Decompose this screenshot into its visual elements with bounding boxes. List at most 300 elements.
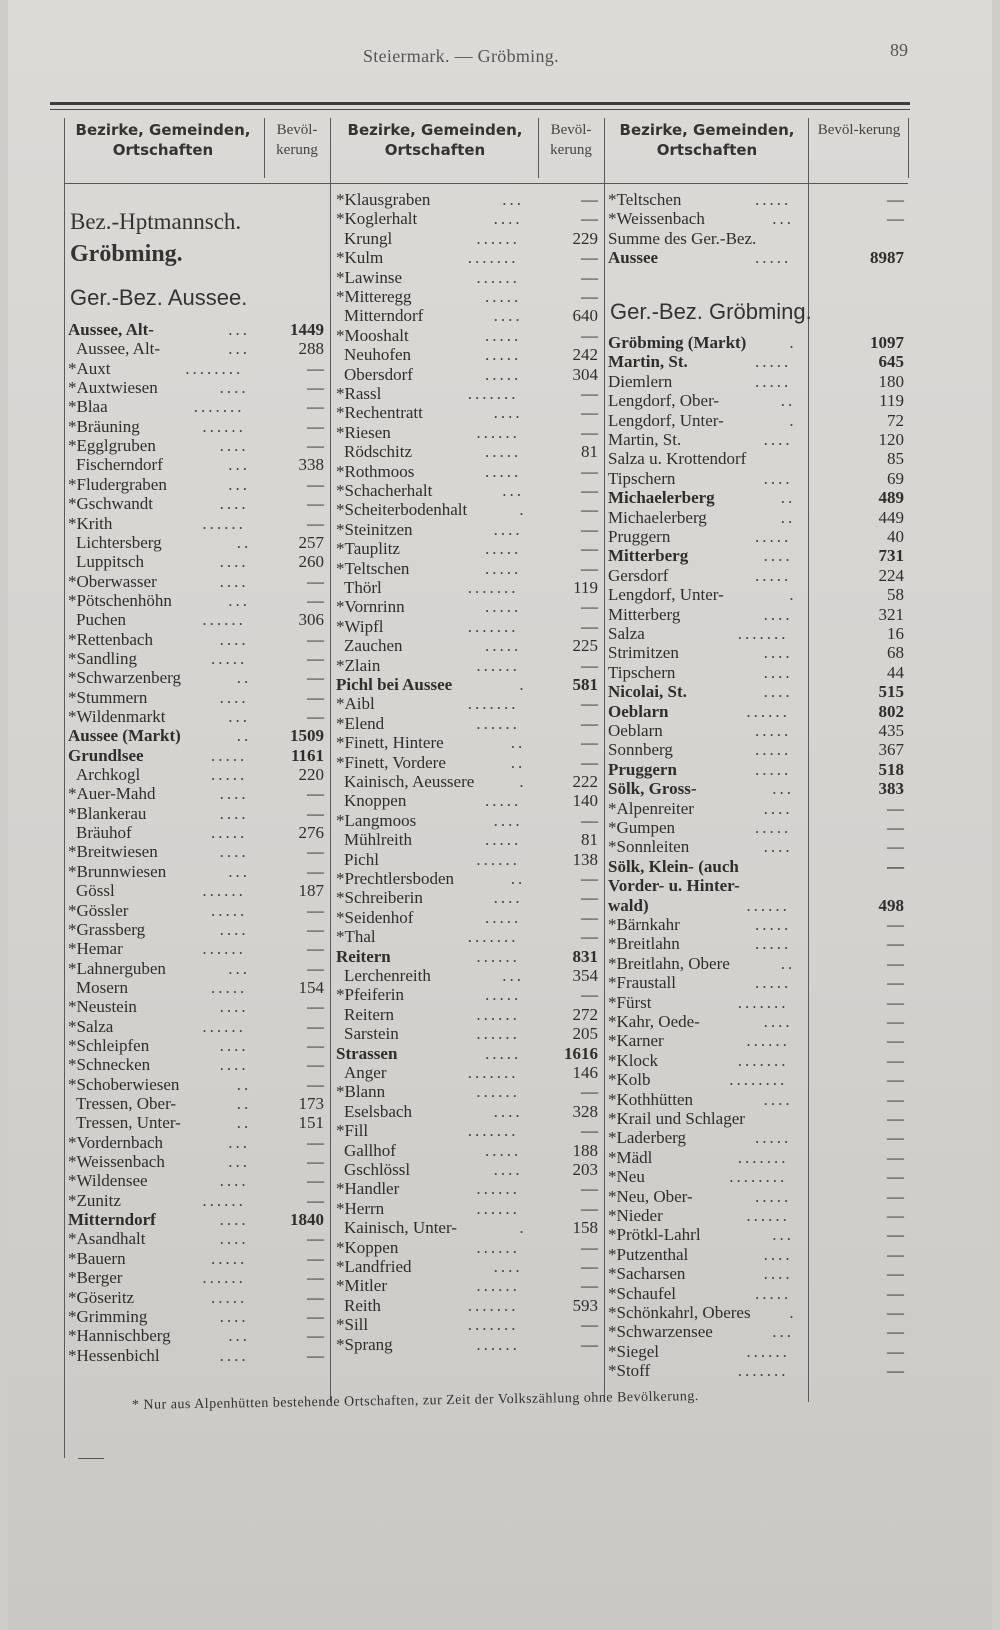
- table-row: [50, 1206, 910, 1226]
- population-value: 120: [878, 430, 904, 449]
- locality-name: *Pötschenhöhn: [68, 590, 172, 610]
- locality-name: Aussee (Markt): [68, 726, 181, 746]
- leader-dots: .......: [467, 927, 519, 947]
- leader-dots: ....: [493, 888, 523, 908]
- locality-name: *Egglgruben: [68, 436, 156, 456]
- table-row: [50, 682, 910, 702]
- leader-dots: .....: [485, 830, 522, 850]
- leader-dots: .....: [755, 248, 792, 268]
- leader-dots: ..: [510, 869, 526, 888]
- leader-dots: ......: [202, 513, 246, 533]
- population-value: 242: [572, 345, 598, 365]
- leader-dots: .....: [755, 352, 792, 372]
- locality-name: Sarstein: [344, 1024, 399, 1044]
- table-row: [50, 508, 910, 528]
- locality-name: Archkogl: [76, 765, 141, 785]
- population-value: —: [307, 687, 324, 707]
- leader-dots: ....: [219, 629, 249, 649]
- population-value: —: [307, 1035, 324, 1055]
- population-value: —: [887, 1361, 904, 1381]
- locality-name: *Klock: [608, 1050, 659, 1070]
- locality-name: Gersdorf: [608, 565, 669, 585]
- locality-name: *Breitlahn: [608, 934, 680, 954]
- population-value: —: [307, 1306, 324, 1326]
- leader-dots: ......: [746, 1206, 790, 1225]
- table-row: [50, 372, 910, 392]
- leader-dots: ......: [202, 881, 246, 901]
- leader-dots: .....: [211, 1287, 248, 1307]
- leader-dots: ....: [219, 919, 249, 939]
- table-row: [50, 818, 910, 838]
- table-row: [50, 663, 910, 683]
- leader-dots: .....: [755, 190, 792, 209]
- locality-name: Krungl: [344, 228, 393, 248]
- population-value: —: [887, 915, 904, 934]
- leader-dots: ......: [476, 1082, 520, 1102]
- population-value: 58: [887, 585, 904, 605]
- leader-dots: ...: [502, 190, 524, 209]
- leader-dots: ...: [228, 590, 250, 610]
- table-row: [50, 934, 910, 954]
- population-value: 276: [298, 823, 324, 843]
- population-value: —: [581, 267, 598, 287]
- locality-name: *Rassl: [336, 384, 382, 403]
- leader-dots: .......: [737, 1361, 789, 1381]
- locality-name: Michaelerberg: [608, 507, 707, 527]
- locality-name: *Riesen: [336, 422, 391, 442]
- locality-name: *Finett, Hintere: [336, 733, 444, 753]
- locality-name: *Schnecken: [68, 1055, 151, 1075]
- locality-name: Tipschern: [608, 662, 676, 682]
- population-value: —: [581, 519, 598, 539]
- locality-name: *Aibl: [336, 694, 375, 714]
- locality-name: *Blann: [336, 1082, 386, 1102]
- locality-name: *Finett, Vordere: [336, 752, 446, 772]
- leader-dots: .....: [211, 977, 248, 997]
- locality-name: Zauchen: [344, 636, 403, 656]
- population-value: —: [581, 481, 598, 500]
- locality-name: *Bauern: [68, 1248, 126, 1268]
- table-row: [50, 837, 910, 857]
- leader-dots: ....: [763, 662, 793, 682]
- population-value: —: [307, 1055, 324, 1075]
- population-value: 518: [878, 759, 904, 779]
- leader-dots: ..: [510, 733, 526, 753]
- population-value: —: [887, 1225, 904, 1245]
- locality-name: *Hemar: [68, 939, 123, 959]
- population-value: —: [307, 416, 324, 436]
- locality-name: *Herrn: [336, 1198, 385, 1218]
- population-value: 640: [572, 306, 598, 326]
- leader-dots: .......: [467, 1121, 519, 1141]
- locality-name: *Fraustall: [608, 973, 676, 993]
- locality-name: Pichl: [344, 849, 379, 869]
- locality-name: Mitterberg: [608, 604, 681, 624]
- population-value: 158: [572, 1218, 598, 1238]
- population-value: —: [887, 973, 904, 993]
- leader-dots: ......: [476, 1334, 520, 1354]
- population-value: 260: [298, 552, 324, 572]
- leader-dots: ....: [219, 1055, 249, 1075]
- population-value: —: [887, 934, 904, 954]
- leader-dots: ....: [219, 1306, 249, 1326]
- population-value: —: [581, 403, 598, 423]
- leader-dots: ...: [228, 1132, 250, 1152]
- table-row: [50, 469, 910, 489]
- population-value: —: [307, 1248, 324, 1268]
- locality-name: *Schaufel: [608, 1283, 676, 1303]
- footnote-rule: [78, 1458, 104, 1459]
- locality-name: Martin, St.: [608, 352, 688, 372]
- locality-name: *Alpenreiter: [608, 798, 694, 818]
- leader-dots: ....: [493, 1257, 523, 1276]
- locality-name: *Teltschen: [608, 190, 682, 209]
- leader-dots: .......: [467, 1295, 519, 1315]
- table-row: [50, 605, 910, 625]
- leader-dots: ...: [228, 474, 250, 494]
- table-row: [50, 1148, 910, 1168]
- leader-dots: ....: [763, 798, 793, 818]
- leader-dots: .......: [737, 992, 789, 1012]
- population-value: —: [581, 927, 598, 947]
- population-value: 593: [572, 1295, 598, 1315]
- locality-name: Gössl: [76, 881, 115, 901]
- population-value: —: [581, 733, 598, 753]
- leader-dots: .....: [755, 721, 792, 740]
- leader-dots: .....: [485, 558, 522, 578]
- population-value: —: [887, 1206, 904, 1225]
- population-value: —: [307, 571, 324, 591]
- population-value: 205: [572, 1024, 598, 1044]
- population-value: 138: [572, 849, 598, 869]
- leader-dots: .....: [211, 900, 248, 920]
- leader-dots: ....: [493, 810, 523, 830]
- locality-name: Mitterberg: [608, 546, 689, 566]
- population-value: —: [887, 209, 904, 229]
- locality-name: *Schwarzensee: [608, 1322, 713, 1342]
- population-value: —: [307, 1287, 324, 1307]
- leader-dots: .....: [211, 765, 248, 785]
- population-value: —: [887, 1264, 904, 1284]
- leader-dots: ......: [476, 713, 520, 733]
- population-value: —: [581, 248, 598, 268]
- leader-dots: ...: [772, 779, 794, 799]
- leader-dots: .....: [211, 745, 248, 765]
- population-value: 304: [572, 364, 598, 384]
- leader-dots: .....: [755, 740, 792, 760]
- leader-dots: ......: [746, 701, 790, 721]
- locality-name: *Schoberwiesen: [68, 1074, 180, 1094]
- locality-name: Kainisch, Unter-: [344, 1218, 457, 1238]
- population-value: —: [307, 842, 324, 862]
- locality-name: Strassen: [336, 1043, 398, 1063]
- column-header-name-1: Bezirke, Gemeinden, Ortschaften: [75, 121, 251, 159]
- leader-dots: ....: [763, 837, 793, 857]
- population-value: 69: [887, 468, 904, 488]
- population-value: —: [887, 1050, 904, 1070]
- leader-dots: ....: [763, 1244, 793, 1264]
- population-value: 222: [572, 772, 598, 791]
- locality-name: *Mooshalt: [336, 325, 409, 345]
- leader-dots: ....: [763, 682, 793, 702]
- population-value: —: [307, 1132, 324, 1152]
- locality-name: Bräuhof: [76, 823, 132, 843]
- locality-name: Neuhofen: [344, 345, 412, 365]
- locality-name: Tipschern: [608, 468, 676, 488]
- population-value: —: [887, 1128, 904, 1148]
- table-row: [50, 1051, 910, 1071]
- leader-dots: .....: [755, 371, 792, 391]
- locality-name: *Handler: [336, 1179, 400, 1199]
- locality-name: *Schleipfen: [68, 1035, 150, 1055]
- leader-dots: ....: [219, 1171, 249, 1191]
- population-value: —: [887, 1070, 904, 1090]
- locality-name: Martin, St.: [608, 430, 682, 449]
- locality-name: *Zlain: [336, 655, 381, 675]
- locality-name: Mühlreith: [344, 830, 412, 850]
- leader-dots: ......: [202, 1268, 246, 1288]
- population-value: —: [887, 1012, 904, 1031]
- leader-dots: ......: [746, 1031, 790, 1051]
- leader-dots: ......: [476, 1024, 520, 1044]
- population-value: —: [581, 461, 598, 481]
- locality-name: *Blankerau: [68, 803, 147, 823]
- population-value: 85: [887, 449, 904, 469]
- locality-name: *Scheiterbodenhalt: [336, 500, 468, 520]
- locality-name: *Göseritz: [68, 1287, 135, 1307]
- locality-name: *Rettenbach: [68, 629, 153, 649]
- table-row: [50, 1342, 910, 1362]
- leader-dots: ......: [202, 416, 246, 436]
- leader-dots: .......: [467, 1063, 519, 1082]
- locality-name: Fischerndorf: [76, 455, 163, 475]
- locality-name: *Prötkl-Lahrl: [608, 1225, 701, 1245]
- population-value: —: [581, 616, 598, 636]
- leader-dots: .....: [485, 907, 522, 927]
- locality-name: Aussee, Alt-: [76, 339, 161, 359]
- leader-dots: ....: [763, 1264, 793, 1284]
- column-header-population-2: Bevöl-kerung: [550, 122, 592, 158]
- population-value: 1509: [290, 726, 324, 746]
- table-row: [50, 954, 910, 974]
- column-header-population-3: Bevöl-kerung: [817, 122, 901, 138]
- leader-dots: .: [519, 675, 527, 694]
- population-value: —: [887, 1244, 904, 1264]
- population-value: 140: [572, 791, 598, 811]
- population-value: —: [581, 888, 598, 908]
- locality-name: *Brunnwiesen: [68, 861, 167, 881]
- leader-dots: ...: [228, 958, 250, 978]
- population-value: —: [581, 694, 598, 714]
- locality-name: *Stoff: [608, 1361, 651, 1381]
- locality-name: Reitern: [336, 946, 391, 966]
- locality-name: *Grimming: [68, 1306, 148, 1326]
- locality-name: Knoppen: [344, 791, 407, 811]
- locality-name: *Fill: [336, 1121, 369, 1141]
- population-value: —: [581, 713, 598, 733]
- leader-dots: .....: [755, 1128, 792, 1148]
- leader-dots: .....: [485, 597, 522, 617]
- table-row: [50, 449, 910, 469]
- leader-dots: .......: [467, 694, 519, 714]
- population-value: 383: [878, 779, 904, 799]
- leader-dots: ..: [236, 532, 252, 552]
- table-row: [50, 190, 910, 210]
- population-value: —: [581, 325, 598, 345]
- table-row: [50, 352, 910, 372]
- locality-name: Sölk, Gross-: [608, 779, 697, 799]
- locality-name: Bez.-Hptmannsch.: [70, 209, 242, 234]
- population-value: —: [307, 629, 324, 649]
- leader-dots: ....: [763, 430, 793, 449]
- locality-name: Gallhof: [344, 1140, 396, 1160]
- population-value: 802: [878, 701, 904, 721]
- population-value: —: [307, 358, 324, 378]
- population-value: 188: [572, 1140, 598, 1160]
- population-value: —: [581, 752, 598, 772]
- locality-name: Strimitzen: [608, 643, 679, 663]
- locality-name: wald): [608, 895, 649, 915]
- locality-name: Oeblarn: [608, 701, 669, 721]
- population-value: —: [581, 1276, 598, 1296]
- locality-name: Nicolai, St.: [608, 682, 687, 702]
- locality-name: Mitterndorf: [68, 1210, 156, 1230]
- population-value: —: [307, 1229, 324, 1249]
- population-value: 146: [572, 1063, 598, 1082]
- locality-name: *Mitteregg: [336, 287, 412, 306]
- locality-name: *Mädl: [608, 1147, 653, 1167]
- locality-name: *Vordernbach: [68, 1132, 164, 1152]
- table-row: [50, 333, 910, 353]
- table-row: [50, 993, 910, 1013]
- locality-name: *Stummern: [68, 687, 148, 707]
- population-value: —: [307, 803, 324, 823]
- leader-dots: ......: [746, 895, 790, 915]
- locality-name: *Grassberg: [68, 919, 146, 939]
- column-header-population-1: Bevöl-kerung: [276, 122, 318, 158]
- locality-name: Mosern: [76, 977, 128, 997]
- population-value: —: [307, 861, 324, 881]
- locality-name: *Nieder: [608, 1206, 663, 1225]
- leader-dots: .....: [755, 973, 792, 993]
- leader-dots: ......: [476, 655, 520, 675]
- leader-dots: ....: [219, 1345, 249, 1365]
- leader-dots: .......: [467, 616, 519, 636]
- population-value: 321: [878, 604, 904, 624]
- leader-dots: ......: [476, 1237, 520, 1257]
- locality-name: *Kothhütten: [608, 1089, 693, 1109]
- table-row: [50, 799, 910, 819]
- population-value: 338: [298, 455, 324, 475]
- leader-dots: ..: [510, 752, 526, 772]
- population-value: —: [307, 919, 324, 939]
- population-value: 645: [878, 352, 904, 372]
- population-value: —: [581, 1237, 598, 1257]
- leader-dots: ......: [476, 1276, 520, 1296]
- population-value: 489: [878, 488, 904, 508]
- column-header-name-3: Bezirke, Gemeinden, Ortschaften: [619, 121, 795, 159]
- leader-dots: ....: [219, 1035, 249, 1055]
- population-value: —: [887, 953, 904, 973]
- population-value: —: [887, 837, 904, 857]
- population-value: —: [887, 1322, 904, 1342]
- population-value: 354: [572, 966, 598, 985]
- leader-dots: ...: [228, 1152, 250, 1172]
- locality-name: Lerchenreith: [344, 966, 431, 985]
- population-value: —: [307, 1268, 324, 1288]
- population-value: —: [307, 668, 324, 688]
- leader-dots: ....: [763, 604, 793, 624]
- table-row: [50, 546, 910, 566]
- population-value: —: [581, 500, 598, 520]
- leader-dots: ...: [772, 1225, 794, 1245]
- population-value: —: [887, 1089, 904, 1109]
- locality-name: *Lawinse: [336, 267, 403, 287]
- population-value: —: [581, 597, 598, 617]
- locality-name: Eselsbach: [344, 1101, 412, 1121]
- leader-dots: ..: [236, 726, 252, 746]
- locality-name: *Lahnerguben: [68, 958, 166, 978]
- locality-name: *Elend: [336, 713, 385, 733]
- table-row: [50, 740, 910, 760]
- table-row: [50, 488, 910, 508]
- leader-dots: ....: [219, 687, 249, 707]
- leader-dots: ...: [228, 320, 250, 339]
- leader-dots: ......: [202, 610, 246, 630]
- leader-dots: .....: [485, 287, 522, 306]
- table-top-rule: [50, 102, 910, 105]
- leader-dots: ....: [763, 643, 793, 663]
- locality-name: *Auxt: [68, 358, 111, 378]
- locality-name: *Rechentratt: [336, 403, 423, 423]
- locality-name: *Fludergraben: [68, 474, 167, 494]
- population-value: 515: [878, 682, 904, 702]
- population-value: —: [887, 856, 904, 876]
- leader-dots: ......: [476, 1179, 520, 1199]
- leader-dots: .....: [755, 1186, 792, 1206]
- leader-dots: .....: [755, 759, 792, 779]
- leader-dots: ....: [219, 571, 249, 591]
- locality-name: *Bärnkahr: [608, 915, 680, 934]
- leader-dots: ........: [185, 358, 244, 378]
- population-value: —: [887, 1147, 904, 1167]
- column-header-name-2: Bezirke, Gemeinden, Ortschaften: [347, 121, 523, 159]
- population-value: —: [887, 1303, 904, 1322]
- leader-dots: .: [789, 410, 797, 430]
- population-value: —: [581, 190, 598, 209]
- leader-dots: ....: [219, 784, 249, 804]
- locality-name: *Breitwiesen: [68, 842, 158, 862]
- population-value: —: [887, 1341, 904, 1361]
- table-row: [50, 1245, 910, 1265]
- locality-name: *Steinitzen: [336, 519, 413, 539]
- population-value: 44: [887, 662, 904, 682]
- leader-dots: ....: [763, 468, 793, 488]
- locality-name: *Blaa: [68, 397, 108, 417]
- column-rule: [264, 118, 265, 178]
- population-value: —: [581, 1198, 598, 1218]
- population-value: —: [581, 1179, 598, 1199]
- leader-dots: .....: [211, 648, 248, 668]
- leader-dots: .....: [485, 461, 522, 481]
- table-row: [50, 1031, 910, 1051]
- locality-name: *Wildensee: [68, 1171, 148, 1191]
- leader-dots: .....: [211, 1248, 248, 1268]
- leader-dots: .: [519, 500, 527, 520]
- population-value: —: [581, 558, 598, 578]
- locality-name: Ger.-Bez. Gröbming.: [610, 299, 812, 324]
- population-value: —: [887, 1283, 904, 1303]
